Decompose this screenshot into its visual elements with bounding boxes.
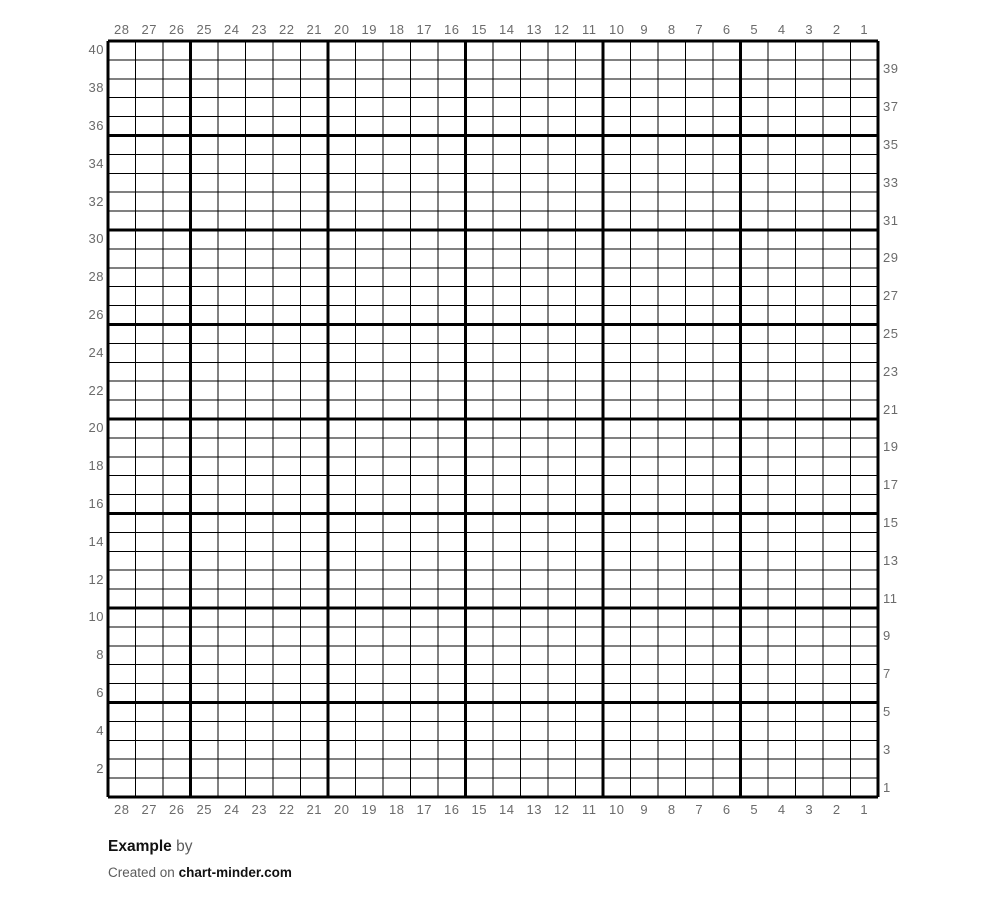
column-label-top: 14 xyxy=(499,22,515,37)
row-label-right: 11 xyxy=(883,590,898,606)
column-label-top: 20 xyxy=(334,22,350,37)
column-label-top: 18 xyxy=(389,22,405,37)
column-label-bottom: 2 xyxy=(832,802,841,817)
row-label-left: 20 xyxy=(88,420,104,436)
column-label-bottom: 27 xyxy=(141,802,157,817)
row-label-left: 10 xyxy=(88,609,104,625)
row-label-left: 14 xyxy=(88,533,104,549)
row-label-left: 2 xyxy=(96,760,104,776)
row-label-right: 25 xyxy=(883,325,899,341)
column-label-bottom: 26 xyxy=(169,802,185,817)
row-label-right: 1 xyxy=(883,779,891,795)
column-label-top: 12 xyxy=(554,22,570,37)
column-label-top: 10 xyxy=(609,22,625,37)
chart-caption xyxy=(108,837,192,857)
chart-grid[interactable] xyxy=(108,41,878,797)
column-label-bottom: 28 xyxy=(114,802,130,817)
row-label-left: 22 xyxy=(88,382,104,398)
column-label-bottom: 6 xyxy=(722,802,731,817)
row-label-left: 24 xyxy=(88,344,104,360)
row-label-right: 13 xyxy=(883,552,899,568)
column-label-bottom: 17 xyxy=(416,802,432,817)
row-label-right: 31 xyxy=(883,212,899,228)
column-label-bottom: 5 xyxy=(750,802,759,817)
row-label-right: 29 xyxy=(883,250,899,266)
column-label-bottom: 3 xyxy=(805,802,814,817)
column-label-top: 4 xyxy=(777,22,786,37)
column-label-bottom: 12 xyxy=(554,802,570,817)
row-label-left: 26 xyxy=(88,307,104,323)
row-label-right: 19 xyxy=(883,439,899,455)
row-label-left: 28 xyxy=(88,269,104,285)
column-label-bottom: 18 xyxy=(389,802,405,817)
column-label-top: 2 xyxy=(832,22,841,37)
column-label-bottom: 15 xyxy=(471,802,487,817)
column-label-bottom: 20 xyxy=(334,802,350,817)
column-label-top: 7 xyxy=(695,22,704,37)
row-label-right: 9 xyxy=(883,628,891,644)
column-label-bottom: 9 xyxy=(640,802,649,817)
column-label-bottom: 23 xyxy=(251,802,267,817)
column-label-bottom: 13 xyxy=(526,802,542,817)
column-label-top: 17 xyxy=(416,22,432,37)
column-label-top: 24 xyxy=(224,22,240,37)
column-label-bottom: 7 xyxy=(695,802,704,817)
column-label-top: 5 xyxy=(750,22,759,37)
column-label-top: 21 xyxy=(306,22,322,37)
column-label-bottom: 21 xyxy=(306,802,322,817)
column-label-top: 22 xyxy=(279,22,295,37)
row-label-right: 3 xyxy=(883,741,891,757)
chart-byline: by xyxy=(176,838,193,855)
column-label-top: 13 xyxy=(526,22,542,37)
column-label-top: 25 xyxy=(196,22,212,37)
chart-title: Example xyxy=(108,838,172,855)
column-label-top: 15 xyxy=(471,22,487,37)
column-label-bottom: 16 xyxy=(444,802,460,817)
column-label-top: 1 xyxy=(860,22,869,37)
column-label-top: 23 xyxy=(251,22,267,37)
credit-prefix: Created on xyxy=(108,865,175,880)
row-label-right: 7 xyxy=(883,666,891,682)
row-label-right: 5 xyxy=(883,703,891,719)
column-label-top: 3 xyxy=(805,22,814,37)
column-label-bottom: 25 xyxy=(196,802,212,817)
column-label-bottom: 10 xyxy=(609,802,625,817)
column-label-bottom: 4 xyxy=(777,802,786,817)
row-label-left: 30 xyxy=(88,231,104,247)
column-label-top: 19 xyxy=(361,22,377,37)
row-label-left: 4 xyxy=(96,722,104,738)
row-label-right: 39 xyxy=(883,61,899,77)
row-label-right: 23 xyxy=(883,363,899,379)
row-label-left: 18 xyxy=(88,458,104,474)
row-label-right: 15 xyxy=(883,514,899,530)
row-label-right: 35 xyxy=(883,136,899,152)
column-label-bottom: 19 xyxy=(361,802,377,817)
row-label-right: 27 xyxy=(883,288,899,304)
row-label-right: 37 xyxy=(883,99,899,115)
row-label-right: 21 xyxy=(883,401,899,417)
column-label-bottom: 11 xyxy=(582,802,597,817)
column-label-top: 27 xyxy=(141,22,157,37)
row-label-left: 32 xyxy=(88,193,104,209)
row-label-left: 8 xyxy=(96,647,104,663)
column-label-bottom: 22 xyxy=(279,802,295,817)
column-label-top: 9 xyxy=(640,22,649,37)
row-label-right: 33 xyxy=(883,174,899,190)
column-label-bottom: 14 xyxy=(499,802,515,817)
row-label-left: 16 xyxy=(88,496,104,512)
column-label-top: 16 xyxy=(444,22,460,37)
column-label-top: 28 xyxy=(114,22,130,37)
credit-line xyxy=(108,864,292,881)
credit-site: chart-minder.com xyxy=(178,865,292,880)
row-label-left: 6 xyxy=(96,685,104,701)
row-label-left: 34 xyxy=(88,155,104,171)
column-label-top: 8 xyxy=(667,22,676,37)
column-label-top: 26 xyxy=(169,22,185,37)
row-label-left: 12 xyxy=(88,571,104,587)
row-label-left: 36 xyxy=(88,118,104,134)
row-label-left: 40 xyxy=(88,42,104,58)
row-label-right: 17 xyxy=(883,477,899,493)
column-label-bottom: 1 xyxy=(860,802,869,817)
column-label-top: 11 xyxy=(582,22,597,37)
row-label-left: 38 xyxy=(88,80,104,96)
column-label-bottom: 24 xyxy=(224,802,240,817)
column-label-bottom: 8 xyxy=(667,802,676,817)
column-label-top: 6 xyxy=(722,22,731,37)
